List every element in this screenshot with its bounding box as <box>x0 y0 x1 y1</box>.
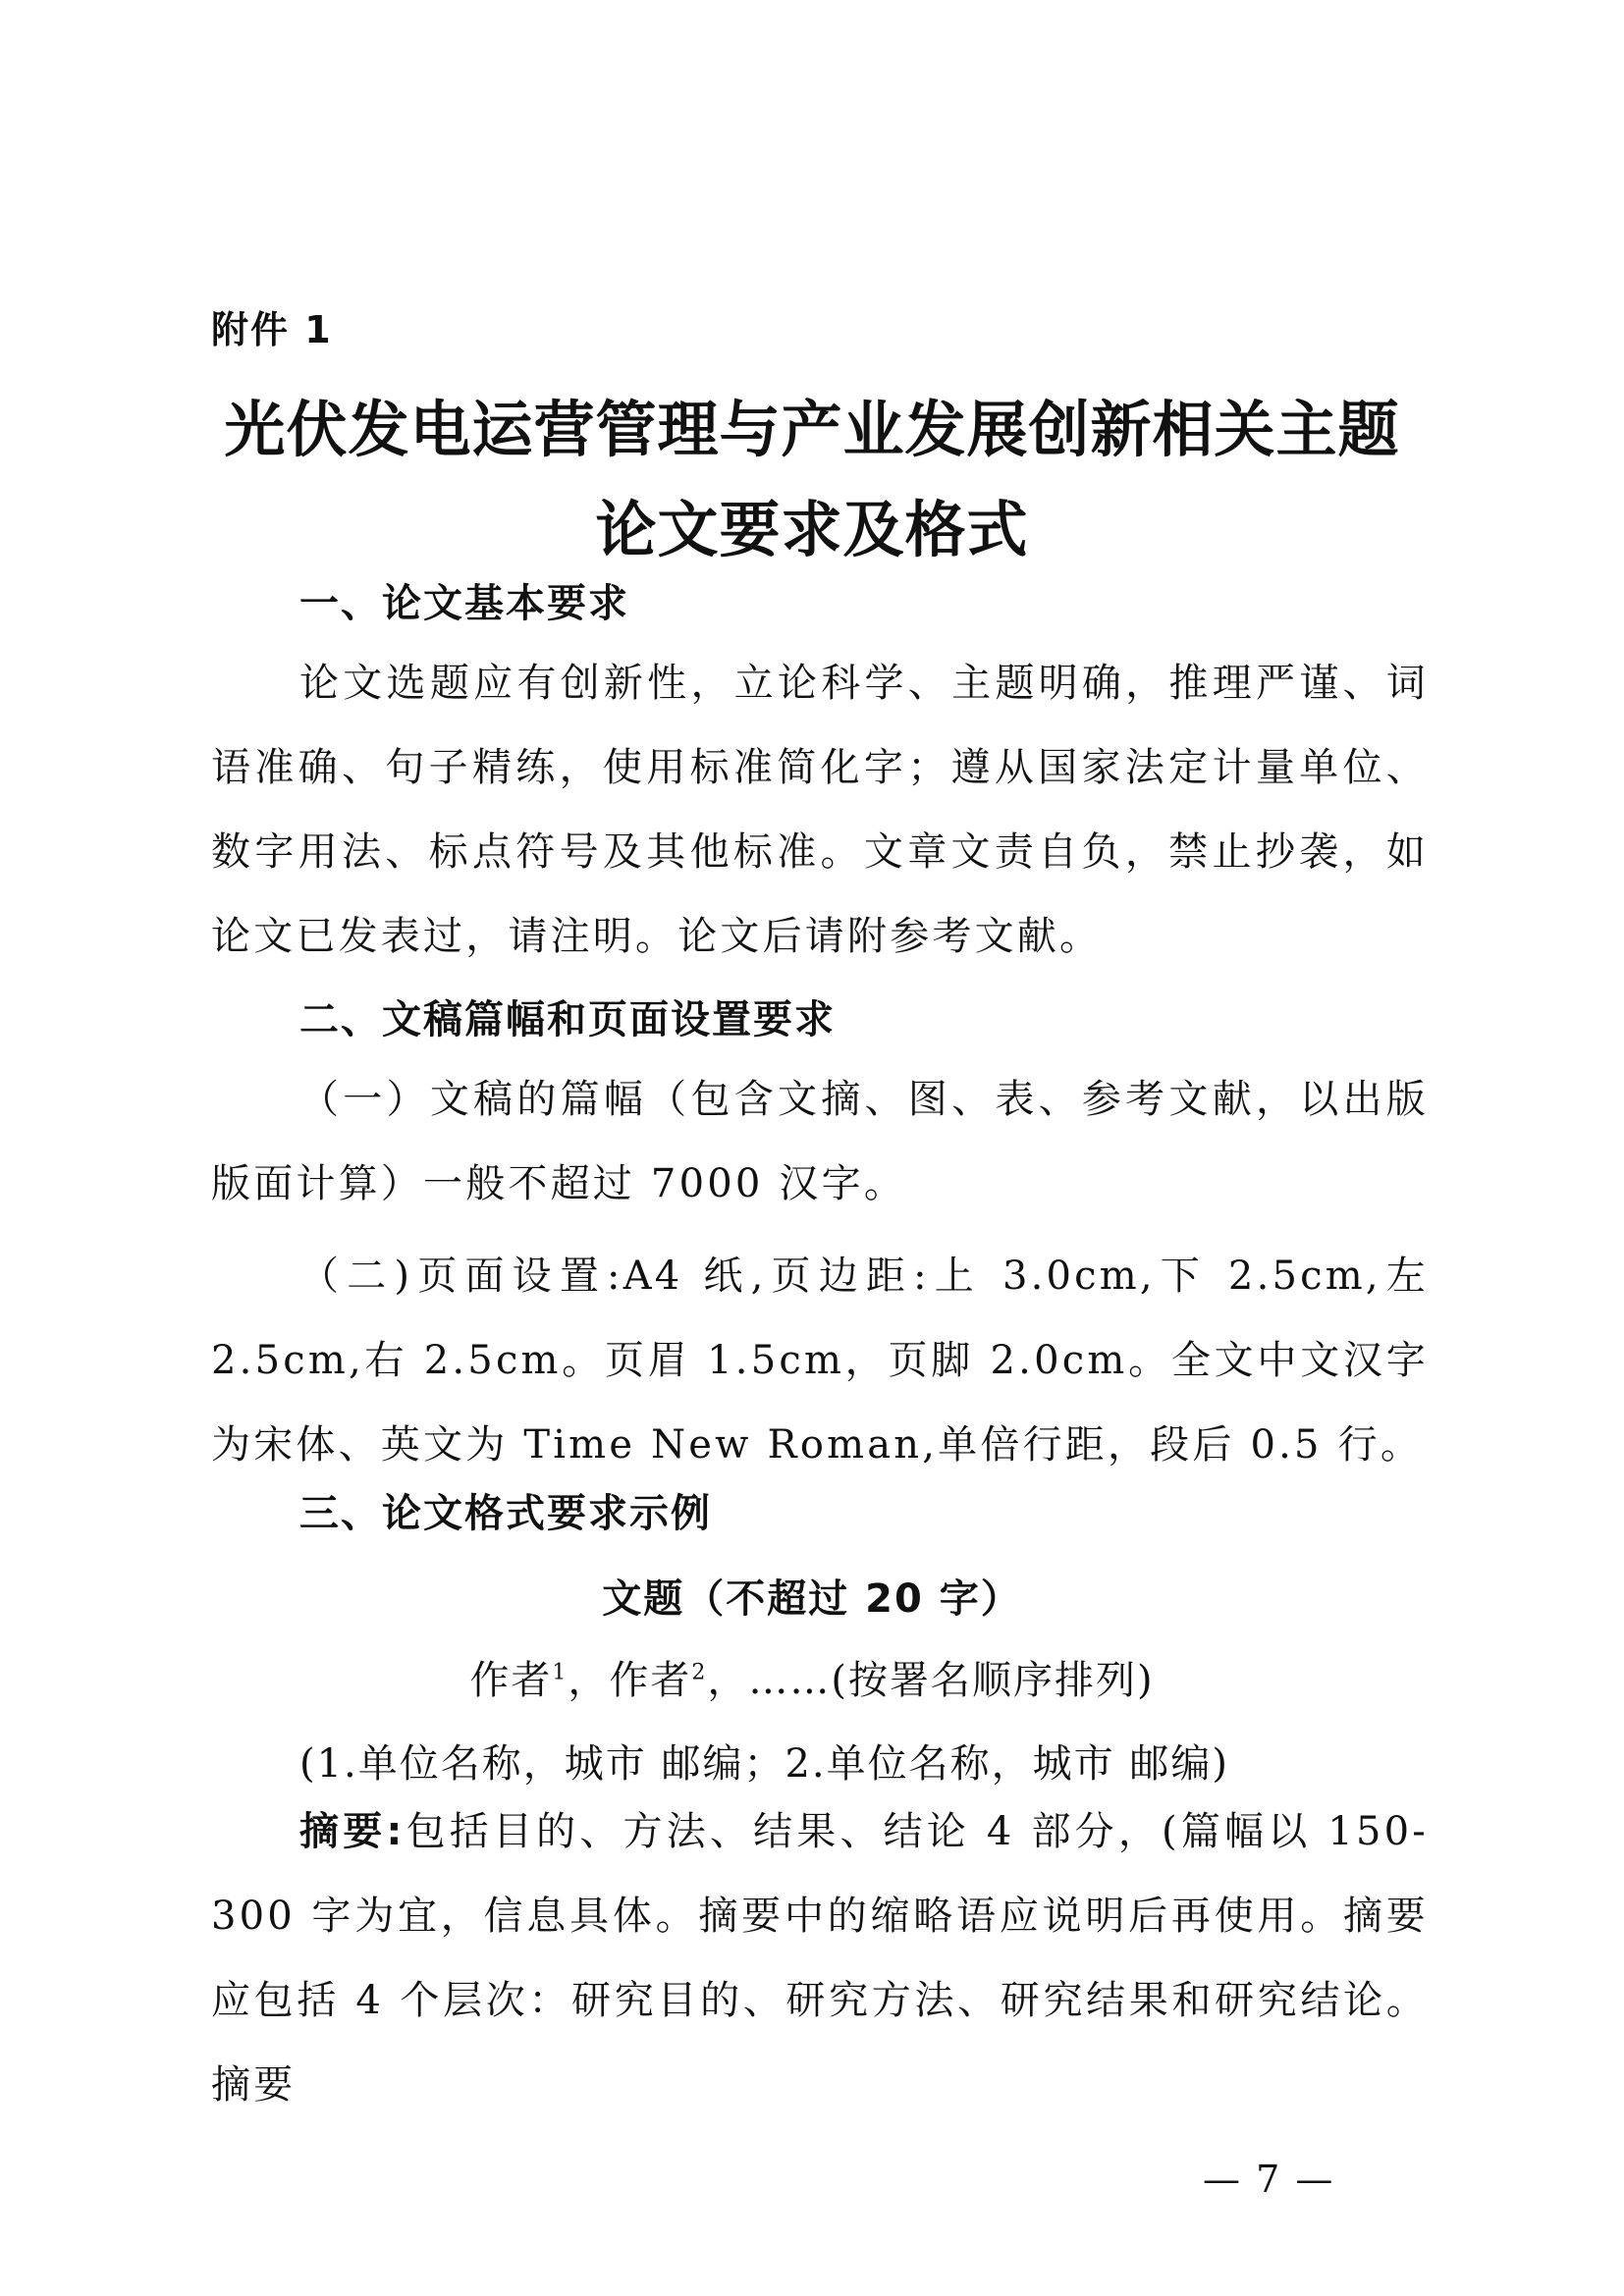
author-separator: ， <box>568 1658 610 1703</box>
affiliation-line: (1.单位名称，城市 邮编；2.单位名称，城市 邮编) <box>299 1741 1229 1787</box>
document-title-line2: 论文要求及格式 <box>595 494 1029 565</box>
section2-item1: （一）文稿的篇幅（包含文摘、图、表、参考文献，以出版版面计算）一般不超过 7000 汉字。 <box>211 1077 1429 1206</box>
section1-heading: 一、论文基本要求 <box>299 581 629 626</box>
author-2-affiliation-index: 2 <box>691 1660 708 1685</box>
author-1-affiliation-index: 1 <box>552 1660 568 1685</box>
section1-body: 论文选题应有创新性，立论科学、主题明确，推理严谨、词语准确、句子精练，使用标准简化字；遵从国家法定计量单位、数字用法、标点符号及其他标准。文章文责自负，禁止抄袭，如论文已发表过，请注明。论文后请附参考文献。 <box>211 661 1429 959</box>
abstract-paragraph <box>211 1789 1429 2127</box>
section3-heading: 三、论文格式要求示例 <box>299 1491 712 1536</box>
document-title-line1: 光伏发电运营管理与产业发展创新相关主题 <box>224 394 1400 465</box>
example-title: 文题（不超过 20 字） <box>602 1576 1022 1622</box>
author-2: 作者 <box>609 1658 692 1703</box>
abstract-label: 摘要: <box>299 1809 406 1854</box>
author-line-tail: ，……(按署名顺序排列) <box>707 1658 1155 1703</box>
author-1: 作者 <box>469 1658 553 1703</box>
section2-heading: 二、文稿篇幅和页面设置要求 <box>299 997 836 1042</box>
attachment-label: 附件 1 <box>211 308 333 351</box>
abstract-body: 包括目的、方法、结果、结论 4 部分，(篇幅以 150-300 字为宜，信息具体。摘要中的缩略语应说明后再使用。摘要应包括 4 个层次：研究目的、研究方法、研究结果和研究结论。摘要 <box>211 1809 1429 2108</box>
section2-item2: （二)页面设置:A4 纸,页边距:上 3.0cm,下 2.5cm,左 2.5cm,右 2.5cm。页眉 1.5cm，页脚 2.0cm。全文中文汉字为宋体、英文为 Time New Roman,单倍行距，段后 0.5 行。 <box>211 1254 1429 1468</box>
page-number: — 7 — <box>1203 2158 1335 2201</box>
author-line <box>0 1649 1624 1705</box>
